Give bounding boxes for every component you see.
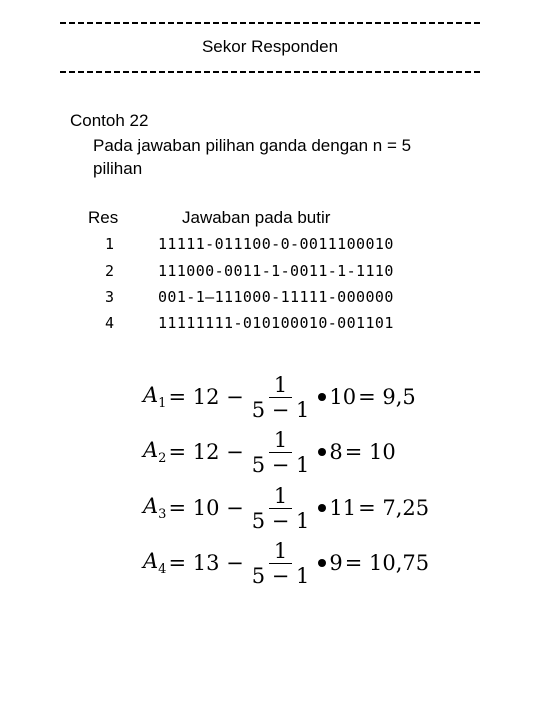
example-description: Pada jawaban pilihan ganda dengan n = 5 pilihan [93,136,412,178]
formula-a2-lead: = 12 − [168,440,244,464]
formula-a4-variable: $A_4$ [143,549,167,577]
formula-a2-fraction [252,429,310,476]
formula-a1-lead: = 12 − [168,385,244,409]
formula-a1-result: = 9,5 [358,385,416,409]
formula-a1-variable: $A_1$ [143,383,167,411]
formula-a2-numerator: 1 [269,429,292,453]
row-1-answers: 11111-011100-0-0011100010 [158,235,394,253]
column-header-res: Res [88,208,119,227]
row-3-res: 3 [104,288,114,306]
example-heading: Contoh 22 [70,111,149,130]
formula-a2 [143,425,398,479]
bottom-dashed-rule [60,71,480,73]
formula-a2-result: = 10 [344,440,396,464]
row-4-res: 4 [104,314,114,332]
formula-a2-denominator: 5 − 1 [251,452,310,477]
formula-a4-multiplier: 9 [329,551,343,575]
column-header-answers: Jawaban pada butir [182,208,331,227]
formula-a4-numerator: 1 [269,540,292,564]
top-dashed-rule [60,22,480,24]
formula-a4-fraction [252,540,310,587]
formula-a4-denominator: 5 − 1 [251,563,310,588]
row-2-res: 2 [104,262,114,280]
formula-a3-lead: = 10 − [168,496,244,520]
multiplication-dot [318,559,326,567]
formula-a2-variable: $A_2$ [143,438,167,466]
row-2-answers: 111000-0011-1-0011-1-1110 [158,262,394,280]
row-4-answers: 11111111-010100010-001101 [158,314,394,332]
formula-a3-numerator: 1 [269,485,292,509]
multiplication-dot [318,448,326,456]
formula-a1-denominator: 5 − 1 [251,397,310,422]
formula-a1-multiplier: 10 [329,385,357,409]
formula-a3 [143,481,431,535]
page-title: Sekor Responden [201,37,339,56]
formula-a1 [143,370,418,424]
multiplication-dot [318,393,326,401]
formula-a4-lead: = 13 − [168,551,244,575]
formula-a4-result: = 10,75 [344,551,430,575]
multiplication-dot [318,504,326,512]
formula-a3-fraction [252,485,310,532]
formula-a1-numerator: 1 [269,374,292,398]
formula-a3-result: = 7,25 [358,496,430,520]
row-1-res: 1 [104,235,114,253]
formula-a3-multiplier: 11 [329,496,357,520]
formula-a1-fraction [252,374,310,421]
formula-a3-denominator: 5 − 1 [251,508,310,533]
row-3-answers: 001-1—111000-11111-000000 [158,288,394,306]
formula-a4 [143,536,431,590]
formula-a3-variable: $A_3$ [143,494,167,522]
formula-a2-multiplier: 8 [329,440,343,464]
